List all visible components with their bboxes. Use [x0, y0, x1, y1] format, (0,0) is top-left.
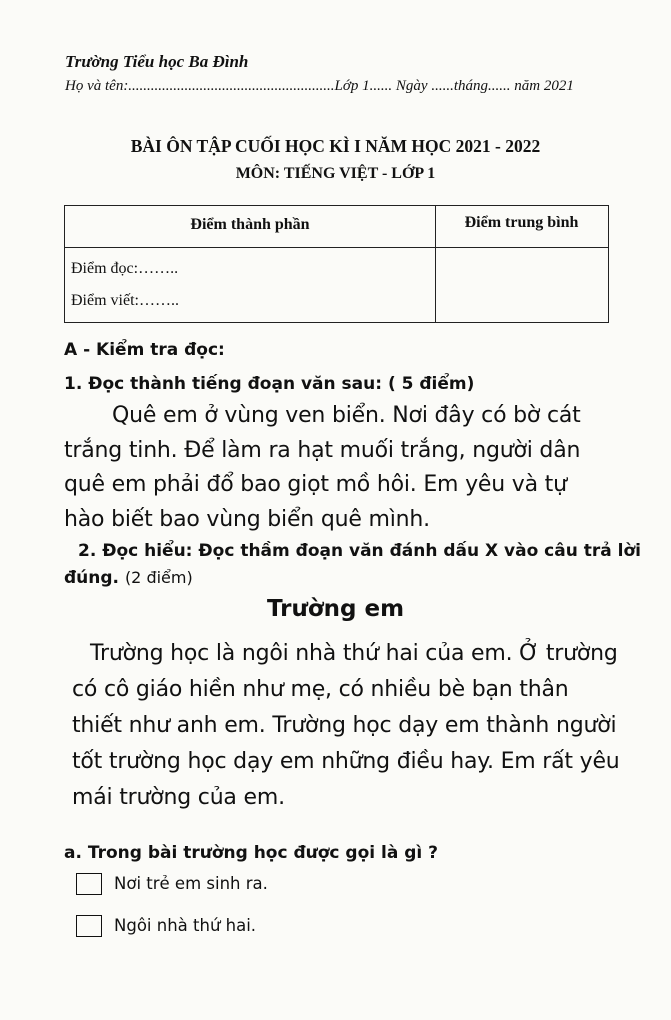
question-2-heading-end: đúng. [64, 568, 120, 588]
story-title: Trường em [266, 596, 405, 622]
answer-option-label: Nơi trẻ em sinh ra. [114, 874, 268, 893]
passage-line: trắng tinh. Để làm ra hạt muối trắng, người dân [64, 437, 581, 463]
component-score-header: Điểm thành phần [190, 216, 310, 233]
comprehension-passage [64, 636, 644, 816]
reading-score-field: Điểm đọc:…….. [71, 260, 179, 277]
score-table [64, 205, 609, 323]
question-2-points: (2 điểm) [124, 568, 193, 587]
answer-option-label: Ngôi nhà thứ hai. [114, 916, 257, 935]
average-score-header: Điểm trung bình [464, 214, 579, 231]
school-name: Trường Tiểu học Ba Đình [65, 52, 249, 71]
passage-line: tốt trường học dạy em những điều hay. Em rất yêu [72, 749, 620, 774]
passage-line: Trường học là ngôi nhà thứ hai của em. Ở trường [90, 641, 618, 666]
passage-line: có cô giáo hiền như mẹ, có nhiều bè bạn thân [72, 677, 569, 702]
table-row-divider [65, 247, 608, 248]
passage-line: Quê em ở vùng ven biển. Nơi đây có bờ cát [112, 403, 581, 428]
passage-line: hào biết bao vùng biển quê mình. [64, 506, 430, 532]
question-a: a. Trong bài trường học được gọi là gì ? [64, 843, 439, 863]
answer-checkbox[interactable] [76, 915, 102, 937]
question-1-heading: 1. Đọc thành tiếng đoạn văn sau: ( 5 điểm) [64, 374, 475, 394]
section-a-heading: A - Kiểm tra đọc: [64, 340, 225, 360]
student-info-line: Họ và tên:.......................................................Lớp 1...... Ngày ......tháng...... năm 2021 [65, 78, 574, 94]
question-2-heading-cont [64, 568, 193, 588]
question-2-heading: 2. Đọc hiểu: Đọc thầm đoạn văn đánh dấu X vào câu trả lời [78, 541, 641, 561]
passage-line: mái trường của em. [72, 785, 285, 810]
passage-line: quê em phải đổ bao giọt mồ hôi. Em yêu và tự [64, 472, 567, 497]
worksheet-subtitle: MÔN: TIẾNG VIỆT - LỚP 1 [235, 165, 436, 182]
writing-score-field: Điểm viết:…….. [71, 292, 179, 309]
answer-checkbox[interactable] [76, 873, 102, 895]
reading-passage [64, 399, 624, 537]
passage-line: thiết như anh em. Trường học dạy em thành người [72, 713, 617, 738]
worksheet-title: BÀI ÔN TẬP CUỐI HỌC KÌ I NĂM HỌC 2021 - 2022 [130, 136, 541, 156]
